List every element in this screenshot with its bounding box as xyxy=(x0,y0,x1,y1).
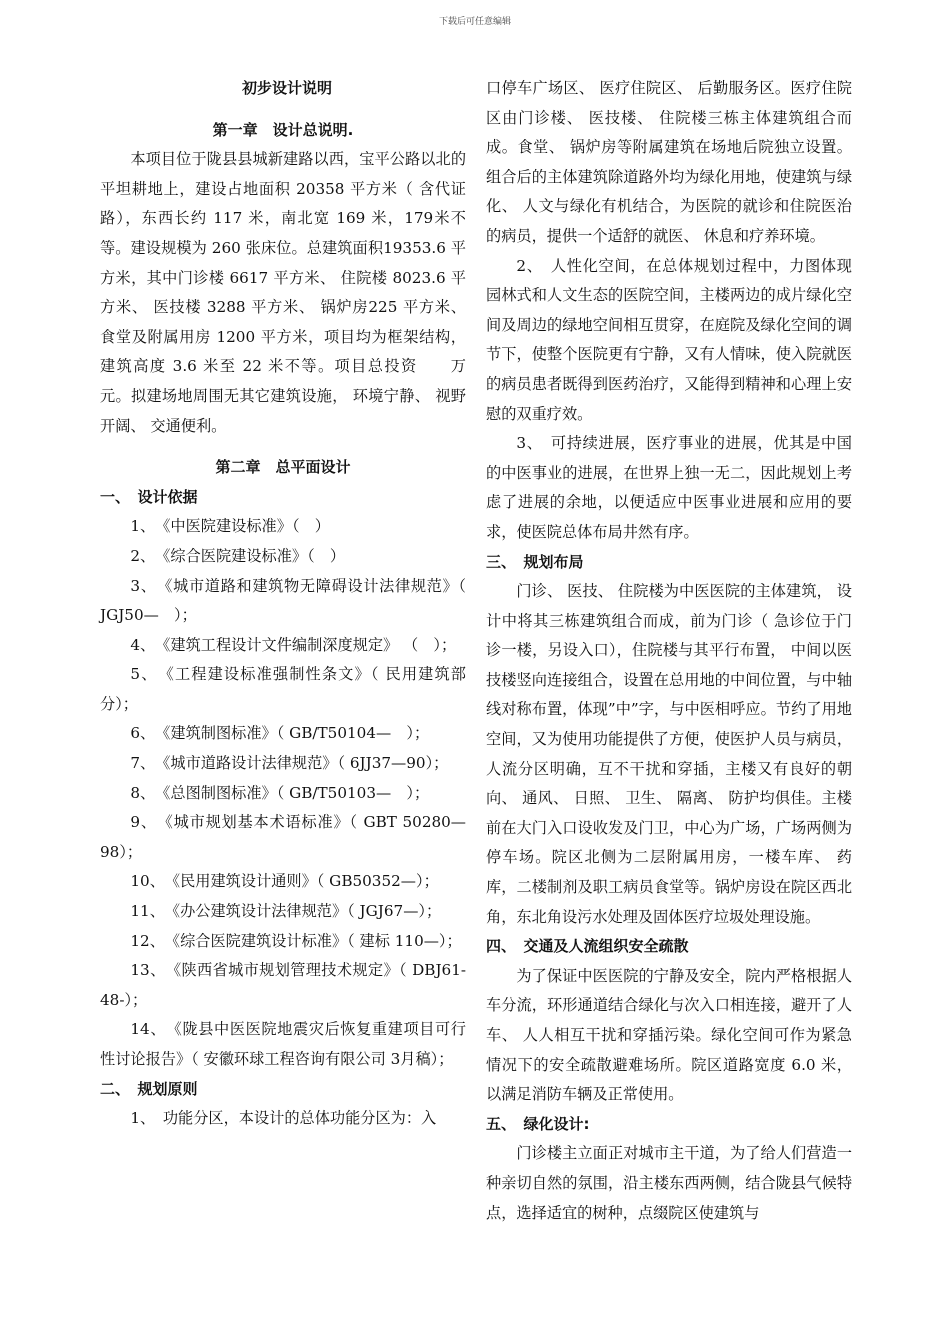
principle-2: 2、 人性化空间，在总体规划过程中，力图体现园林式和人文生态的医院空间，主楼两边的成片绿化空间及周边的绿地空间相互贯穿，在庭院及绿化空间的调节下，使整个医院更有宁静，又有人情味，使入院就医的病员患者既得到医药治疗，又能得到精神和心理上安慰的双重疗效。 xyxy=(486,256,852,423)
basis-item: 3、 《城市道路和建筑物无障碍设计法律规范》（ JGJ50— ）； xyxy=(100,576,466,625)
basis-item: 10、 《民用建筑设计通则》（ GB50352—）； xyxy=(130,872,439,891)
basis-item: 5、 《工程建设标准强制性条文》（ 民用建筑部分）； xyxy=(100,665,466,713)
basis-item: 11、 《办公建筑设计法律规范》（ JGJ67—）； xyxy=(130,902,442,921)
section-1-title: 一、 设计依据 xyxy=(100,487,198,506)
section-4-title: 四、 交通及人流组织安全疏散 xyxy=(486,937,689,956)
section-5-paragraph: 门诊楼主立面正对城市主干道，为了给人们营造一种亲切自然的氛围，沿主楼东西两侧，结合陇县气候特点，选择适宜的树种，点缀院区使建筑与 xyxy=(486,1144,852,1222)
left-column xyxy=(100,74,466,1134)
basis-item: 14、 《陇县中医医院地震灾后恢复重建项目可行性讨论报告》（ 安徽环球工程咨询有限公司 3月稿）； xyxy=(100,1020,466,1068)
basis-item: 12、 《综合医院建筑设计标准》（ 建标 110—）； xyxy=(130,931,462,950)
chapter-1-paragraph: 本项目位于陇县县城新建路以西，宝平公路以北的平坦耕地上，建设占地面积 20358 平方米（ 含代证路），东西长约 117 米，南北宽 169 米，179米不等。建设规模为 260 张床位。总建筑面积19353.6 平方米，其中门诊楼 6617 平方米、 住院楼 8023.6 平方米、 医技楼 3288 平方米、 锅炉房225 平方米、 食堂及附属用房 1200 平方米，项目均为框架结构，建筑高度 3.6 米至 22 米不等。项目总投资 万元。拟建场地周围无其它建筑设施， 环境宁静、 视野开阔、 交通便利。 xyxy=(100,150,466,435)
principle-3: 3、 可持续进展，医疗事业的进展，优其是中国的中医事业的进展，在世界上独一无二，因此规划上考虑了进展的余地，以便适应中医事业进展和应用的要求，使医院总体布局井然有序。 xyxy=(486,434,852,541)
principle-1-continued: 口停车广场区、 医疗住院区、 后勤服务区。医疗住院区由门诊楼、 医技楼、 住院楼三栋主体建筑组合而成。食堂、 锅炉房等附属建筑在场地后院独立设置。组合后的主体建筑除道路外均为绿化用地，使建筑与绿化、 人文与绿化有机结合，为医院的就诊和住院医治的病员，提供一个适舒的就医、 休息和疗养环境。 xyxy=(486,79,852,245)
principle-1-start: 1、 功能分区，本设计的总体功能分区为：入 xyxy=(130,1109,437,1128)
basis-item: 4、 《建筑工程设计文件编制深度规定》 （ ）； xyxy=(130,635,457,654)
document-title: 初步设计说明 xyxy=(241,79,332,97)
basis-item: 8、 《总图制图标准》（ GB/T50103— ）； xyxy=(130,783,430,802)
basis-item: 13、 《陕西省城市规划管理技术规定》（ DBJ61-48-）； xyxy=(100,961,466,1009)
chapter-2-title: 第二章 总平面设计 xyxy=(215,458,351,477)
header-note: 下载后可任意编辑 xyxy=(438,17,511,27)
section-3-paragraph: 门诊、 医技、 住院楼为中医医院的主体建筑， 设计中将其三栋建筑组合而成，前为门诊（ 急诊位于门诊一楼，另设入口），住院楼与其平行布置， 中间以医技楼竖向连接组合，设置在总用地的中间位置，与中轴线对称布置，体现”中”字，与中医相呼应。节约了用地空间，又为使用功能提供了方便，使医护人员与病员，人流分区明确，互不干扰和穿插，主楼又有良好的朝向、 通风、 日照、 卫生、 隔离、 防护均俱佳。主楼前在大门入口设收发及门卫，中心为广场，广场两侧为停车场。院区北侧为二层附属用房，一楼车库、 药库，二楼制剂及职工病员食堂等。锅炉房设在院区西北角，东北角设污水处理及固体医疗垃圾处理设施。 xyxy=(486,582,852,926)
section-2-title: 二、 规划原则 xyxy=(100,1079,198,1098)
basis-item: 2、 《综合医院建设标准》（ ） xyxy=(130,546,346,565)
basis-item: 7、 《城市道路设计法律规范》（ 6JJ37—90）； xyxy=(130,754,449,773)
section-5-title: 五、 绿化设计: xyxy=(486,1114,590,1133)
basis-item: 9、 《城市规划基本术语标准》（ GBT 50280—98）； xyxy=(100,813,466,861)
right-column xyxy=(486,74,852,1228)
basis-item: 1、 《中医院建设标准》（ ） xyxy=(130,517,330,536)
section-4-paragraph: 为了保证中医医院的宁静及安全，院内严格根据人车分流，环形通道结合绿化与次入口相连接，避开了人车、 人人相互干扰和穿插污染。绿化空间可作为紧急情况下的安全疏散避难场所。院区道路宽度 6.0 米，以满足消防车辆及正常使用。 xyxy=(486,966,852,1104)
basis-item: 6、 《建筑制图标准》（ GB/T50104— ）； xyxy=(130,724,430,743)
chapter-1-title: 第一章 设计总说明. xyxy=(212,120,354,139)
section-3-title: 三、 规划布局 xyxy=(486,552,584,571)
